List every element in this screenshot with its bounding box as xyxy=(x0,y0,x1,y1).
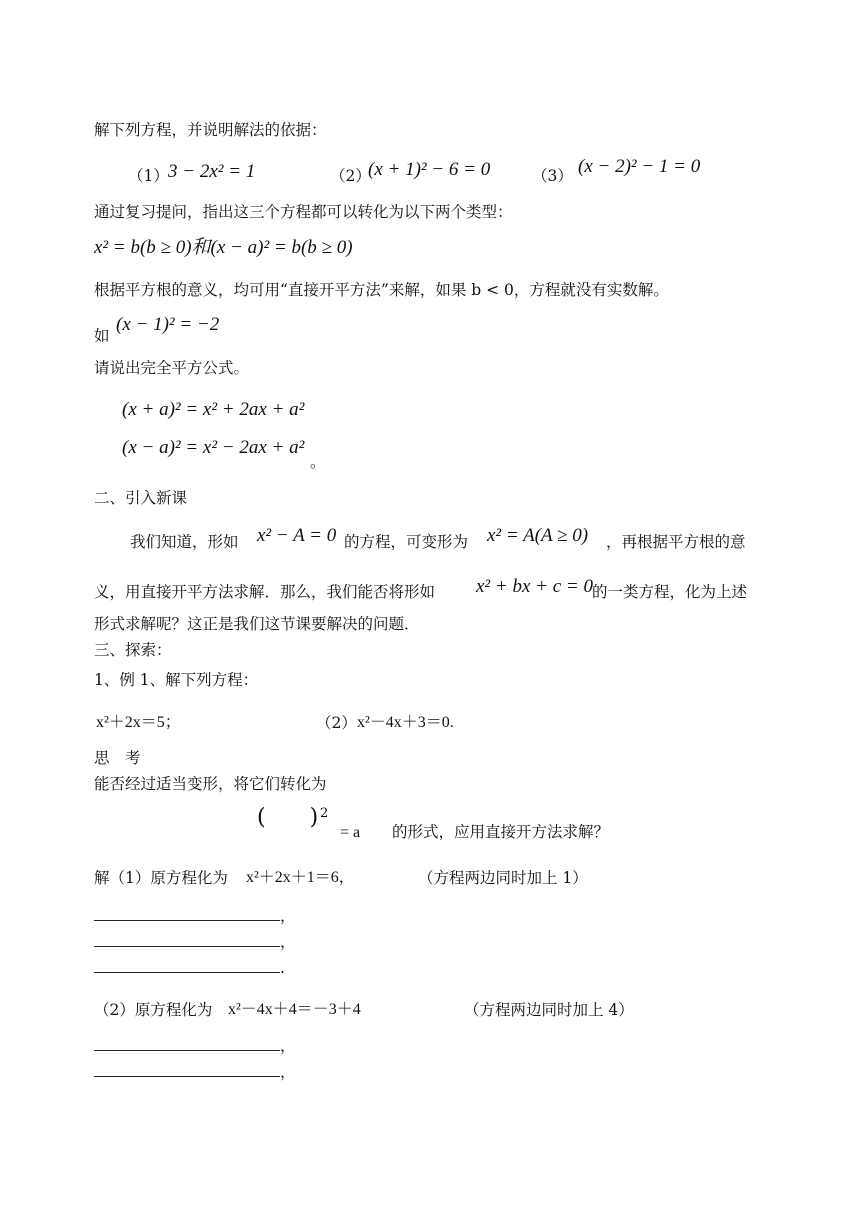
para1-text-c: ，再根据平方根的意 xyxy=(606,533,746,551)
para2-equation: x² + bx + c = 0 xyxy=(476,576,593,597)
para1-text-a: 我们知道，形如 xyxy=(130,533,239,551)
eq2: (x + 1)² − 6 = 0 xyxy=(368,159,491,180)
think-heading: 思 考 xyxy=(94,749,141,767)
para3-text: 形式求解呢？这正是我们这节课要解决的问题． xyxy=(94,615,420,633)
form-description: 的形式，应用直接开方法求解？ xyxy=(392,823,610,841)
solution1-prefix: 解（1）原方程化为 xyxy=(94,869,228,887)
eq3-label: （3） xyxy=(532,167,573,185)
types-formula: x² = b(b ≥ 0)和(x − a)² = b(b ≥ 0) xyxy=(94,237,353,258)
para2-text-a: 义，用直接开平方法求解．那么，我们能否将形如 xyxy=(94,583,436,601)
example1-heading: 1、例 1、解下列方程： xyxy=(94,671,259,689)
example-prefix: 如 xyxy=(94,327,110,345)
answer-line-comma: ， xyxy=(280,1063,296,1081)
answer-line[interactable] xyxy=(94,958,285,978)
answer-line[interactable] xyxy=(94,932,296,952)
example-equation-2: x²－4x＋3＝0. xyxy=(357,714,454,731)
example-equation: (x − 1)² = −2 xyxy=(116,314,220,335)
eq1-label: （1） xyxy=(128,167,169,185)
answer-line[interactable] xyxy=(94,1062,296,1082)
para1-equation-1: x² − A = 0 xyxy=(257,525,337,546)
transform-question: 能否经过适当变形，将它们转化为 xyxy=(94,775,327,793)
solution2-equation: x²－4x＋4＝－3＋4 xyxy=(228,1001,361,1018)
solution2-prefix: （2）原方程化为 xyxy=(94,1001,213,1019)
answer-line[interactable] xyxy=(94,1036,296,1056)
sqrt-meaning-text: 根据平方根的意义，均可用“直接开平方法”来解，如果 b < 0，方程就没有实数解。 xyxy=(94,281,669,299)
eq3: (x − 2)² − 1 = 0 xyxy=(578,156,701,177)
formula-minus: (x − a)² = x² − 2ax + a² xyxy=(122,437,305,458)
section-heading-3: 三、探索： xyxy=(94,641,172,659)
section-heading-2: 二、引入新课 xyxy=(94,489,188,507)
para2-text-b: 的一类方程，化为上述 xyxy=(592,583,748,601)
say-formula-text: 请说出完全平方公式。 xyxy=(94,359,250,377)
form-square-exponent: 2 xyxy=(320,806,329,821)
eq2-label: （2） xyxy=(330,167,371,185)
formula-plus: (x + a)² = x² + 2ax + a² xyxy=(122,399,305,420)
para1-equation-2: x² = A(A ≥ 0) xyxy=(487,525,589,546)
review-text: 通过复习提问，指出这三个方程都可以转化为以下两个类型： xyxy=(94,203,513,221)
para1-text-b: 的方程，可变形为 xyxy=(344,533,469,551)
solution1-note: （方程两边同时加上 1） xyxy=(418,869,588,887)
form-equals-a: = a xyxy=(340,824,361,841)
intro-text: 解下列方程，并说明解法的依据： xyxy=(94,121,327,139)
formula-end-mark: 。 xyxy=(310,453,326,471)
answer-line-comma: ， xyxy=(280,907,296,925)
example-equation-2-label: （2） xyxy=(316,714,357,732)
answer-line-comma: ， xyxy=(280,1037,296,1055)
answer-line[interactable] xyxy=(94,906,296,926)
solution2-note: （方程两边同时加上 4） xyxy=(464,1001,634,1019)
eq1: 3 − 2x² = 1 xyxy=(168,161,256,182)
answer-line-comma: ， xyxy=(280,933,296,951)
answer-line-period: . xyxy=(280,959,285,977)
solution1-equation: x²＋2x＋1＝6， xyxy=(246,869,355,886)
form-parentheses: ( ) xyxy=(257,805,319,830)
example-equation-1: x²＋2x＝5； xyxy=(96,714,181,731)
